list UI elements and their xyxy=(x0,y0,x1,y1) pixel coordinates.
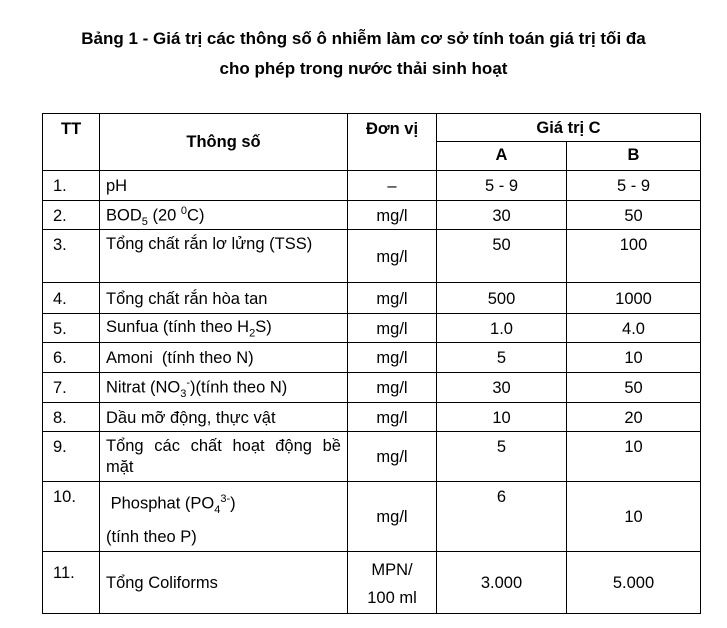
value-b: 20 xyxy=(567,403,701,432)
value-b: 50 xyxy=(567,201,701,230)
table-row xyxy=(43,283,701,314)
unit-cell: mg/l xyxy=(348,403,437,432)
value-a: 6 xyxy=(437,482,567,552)
value-a: 500 xyxy=(437,283,567,314)
unit-cell: mg/l xyxy=(348,482,437,552)
header-unit: Đơn vị xyxy=(348,114,437,171)
table-title-line2: cho phép trong nước thải sinh hoạt xyxy=(219,59,508,78)
unit-cell: mg/l xyxy=(348,432,437,482)
value-a: 5 - 9 xyxy=(437,171,567,201)
value-b: 1000 xyxy=(567,283,701,314)
table-row xyxy=(43,201,701,230)
value-b: 100 xyxy=(567,230,701,283)
table-row xyxy=(43,373,701,403)
row-number: 5. xyxy=(43,314,100,343)
row-number: 2. xyxy=(43,201,100,230)
table-row xyxy=(43,551,701,613)
param-name: $BOD_5$ (20 $^0$C) xyxy=(100,201,348,230)
row-number: 6. xyxy=(43,343,100,373)
value-b: 50 xyxy=(567,373,701,403)
table-row xyxy=(43,230,701,283)
unit-cell: mg/l xyxy=(348,343,437,373)
row-number: 7. xyxy=(43,373,100,403)
table-row xyxy=(43,482,701,552)
unit-cell: mg/l xyxy=(348,201,437,230)
unit-cell: mg/l xyxy=(348,283,437,314)
table-title-line1: Bảng 1 - Giá trị các thông số ô nhiễm làm cơ sở tính toán giá trị tối đa xyxy=(81,29,646,48)
table-row xyxy=(43,403,701,432)
value-b: 10 xyxy=(567,432,701,482)
row-number: 11. xyxy=(43,551,100,613)
value-a: 3.000 xyxy=(437,551,567,613)
value-b: 5.000 xyxy=(567,551,701,613)
param-name: Sunfua (tính theo $H_2S$) xyxy=(100,314,348,343)
value-b: 10 xyxy=(567,343,701,373)
row-number: 4. xyxy=(43,283,100,314)
header-col-b: B xyxy=(567,142,701,171)
value-a: 30 xyxy=(437,373,567,403)
unit-cell: mg/l xyxy=(348,230,437,283)
pollutant-table xyxy=(42,113,701,614)
value-a: 30 xyxy=(437,201,567,230)
unit-cell: mg/l xyxy=(348,373,437,403)
value-b: 4.0 xyxy=(567,314,701,343)
value-a: 5 xyxy=(437,432,567,482)
param-name: Tổng chất rắn lơ lửng (TSS) xyxy=(100,230,348,283)
row-number: 10. xyxy=(43,482,100,552)
row-number: 9. xyxy=(43,432,100,482)
header-col-a: A xyxy=(437,142,567,171)
table-row xyxy=(43,314,701,343)
value-a: 10 xyxy=(437,403,567,432)
table-row xyxy=(43,171,701,201)
value-b: 5 - 9 xyxy=(567,171,701,201)
value-b: 10 xyxy=(567,482,701,552)
row-number: 8. xyxy=(43,403,100,432)
header-value-c: Giá trị C xyxy=(437,114,701,142)
header-tt: TT xyxy=(43,114,100,171)
value-a: 1.0 xyxy=(437,314,567,343)
param-name: Nitrat $(NO_3^-)(tính$ theo N) xyxy=(100,373,348,403)
param-name: Tổng Coliforms xyxy=(100,551,348,613)
table-row xyxy=(43,432,701,482)
value-a: 5 xyxy=(437,343,567,373)
param-name: Tổng các chất hoạt động bề mặt xyxy=(100,432,348,482)
unit-cell: mg/l xyxy=(348,314,437,343)
row-number: 1. xyxy=(43,171,100,201)
param-name: Dầu mỡ động, thực vật xyxy=(100,403,348,432)
unit-cell: – xyxy=(348,171,437,201)
table-row xyxy=(43,343,701,373)
param-name: Phosphat $(PO_4^{3-})$ (tính theo P) xyxy=(100,482,348,552)
param-name: pH xyxy=(100,171,348,201)
param-name: Tổng chất rắn hòa tan xyxy=(100,283,348,314)
row-number: 3. xyxy=(43,230,100,283)
header-param: Thông số xyxy=(100,114,348,171)
param-name: Amoni (tính theo N) xyxy=(100,343,348,373)
value-a: 50 xyxy=(437,230,567,283)
unit-cell: MPN/ 100 ml xyxy=(348,551,437,613)
